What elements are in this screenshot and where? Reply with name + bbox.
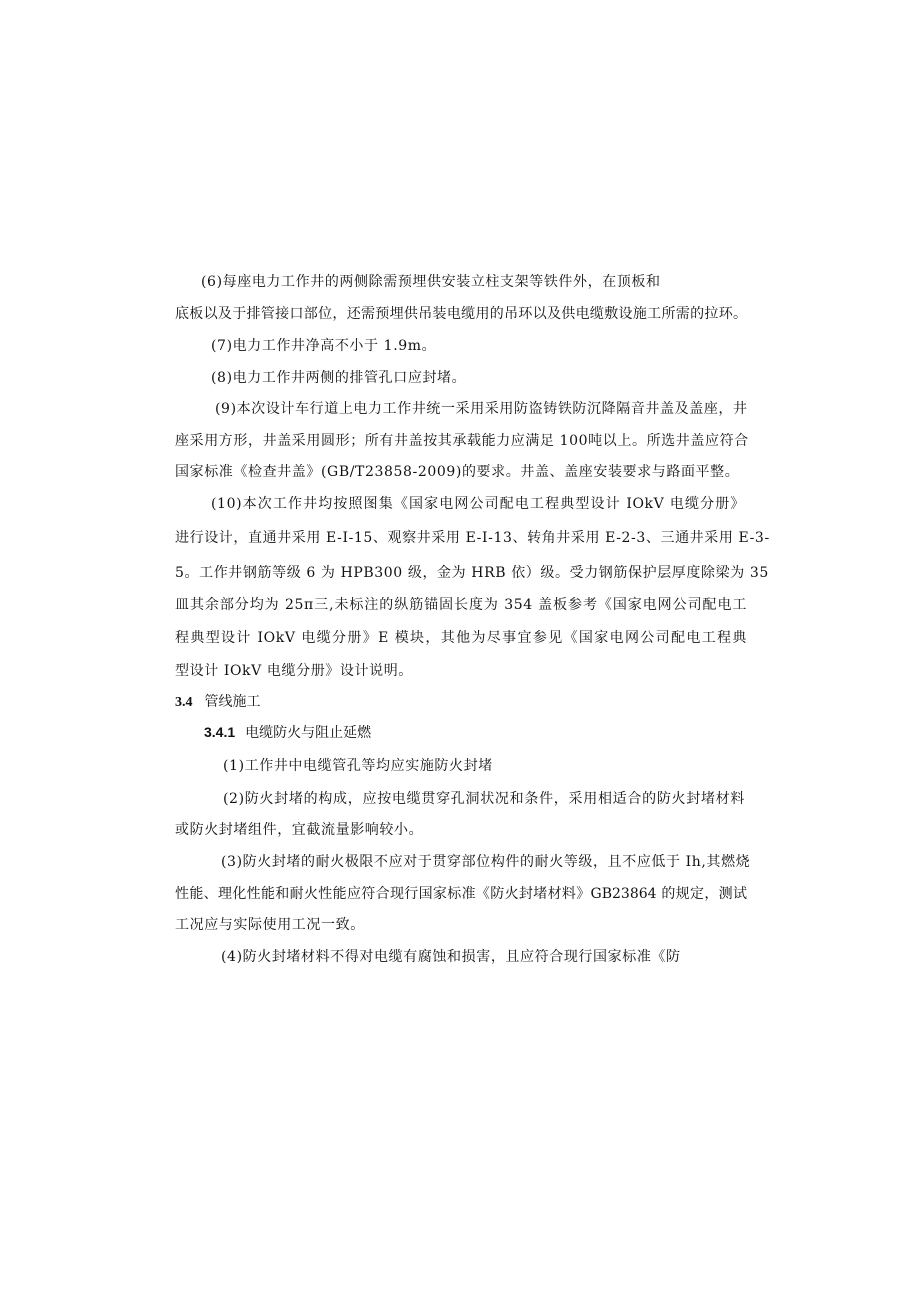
paragraph-10-line-6: 型设计 IOkV 电缆分册》设计说明。 — [175, 663, 413, 679]
subsection-number: 3.4.1 — [204, 724, 236, 740]
paragraph-8: (8)电力工作井两侧的排管孔口应封堵。 — [211, 370, 467, 386]
paragraph-7: (7)电力工作井净高不小于 1.9m。 — [211, 338, 437, 354]
subsection-heading — [204, 722, 371, 743]
paragraph-6-line-2: 底板以及于排管接口部位，还需预埋供吊装电缆用的吊环以及供电缆敷设施工所需的拉环。 — [175, 306, 747, 322]
item-3-line-3: 工况应与实际使用工况一致。 — [175, 917, 365, 933]
paragraph-10-line-5: 程典型设计 IOkV 电缆分册》E 模块，其他为尽事宜参见《国家电网公司配电工程典 — [175, 630, 747, 646]
item-4-line-1: (4)防火封堵材料不得对电缆有腐蚀和损害，且应符合现行国家标准《防 — [221, 949, 681, 965]
paragraph-9-line-1: (9)本次设计车行道上电力工作井统一采用采用防盗铸铁防沉降隔音井盖及盖座，井 — [215, 401, 748, 417]
item-2-line-2: 或防火封堵组件，宜截流量影响较小。 — [175, 822, 424, 838]
section-heading — [175, 692, 261, 713]
paragraph-9-line-2: 座采用方形，井盖采用圆形；所有井盖按其承载能力应满足 100吨以上。所选井盖应符合 — [175, 433, 749, 449]
item-1: (1)工作井中电缆管孔等均应实施防火封堵 — [223, 758, 493, 774]
paragraph-10-line-1: (10)本次工作井均按照图集《国家电网公司配电工程典型设计 IOkV 电缆分册》 — [211, 496, 745, 512]
paragraph-10-line-4: 皿其余部分均为 25π三,未标注的纵筋锚固长度为 354 盖板参考《国家电网公司配电工 — [175, 597, 747, 613]
paragraph-10-line-2: 进行设计，直通井采用 E-I-15、观察井采用 E-I-13、转角井采用 E-2-3、三通井采用 E-3- — [175, 530, 770, 546]
paragraph-9-line-3: 国家标准《检查井盖》(GB/T23858-2009)的要求。井盖、盖座安装要求与路面平整。 — [175, 464, 740, 480]
paragraph-10-line-3: 5。工作井钢筋等级 6 为 HPB300 级，金为 HRB 依）级。受力钢筋保护层厚度除梁为 35 — [175, 565, 769, 581]
item-3-line-2: 性能、理化性能和耐火性能应符合现行国家标准《防火封堵材料》GB23864 的规定，测试 — [175, 886, 747, 902]
item-2-line-1: (2)防火封堵的构成，应按电缆贯穿孔洞状况和条件，采用相适合的防火封堵材料 — [223, 791, 745, 807]
section-title: 管线施工 — [204, 694, 261, 710]
section-number: 3.4 — [175, 695, 193, 710]
paragraph-6-line-1: (6)每座电力工作井的两侧除需预埋供安装立柱支架等铁件外，在顶板和 — [201, 274, 661, 290]
item-3-line-1: (3)防火封堵的耐火极限不应对于贯穿部位构件的耐火等级，且不应低于 Ih,其燃烧 — [221, 854, 751, 870]
subsection-title: 电缆防火与阻止延燃 — [245, 725, 372, 741]
